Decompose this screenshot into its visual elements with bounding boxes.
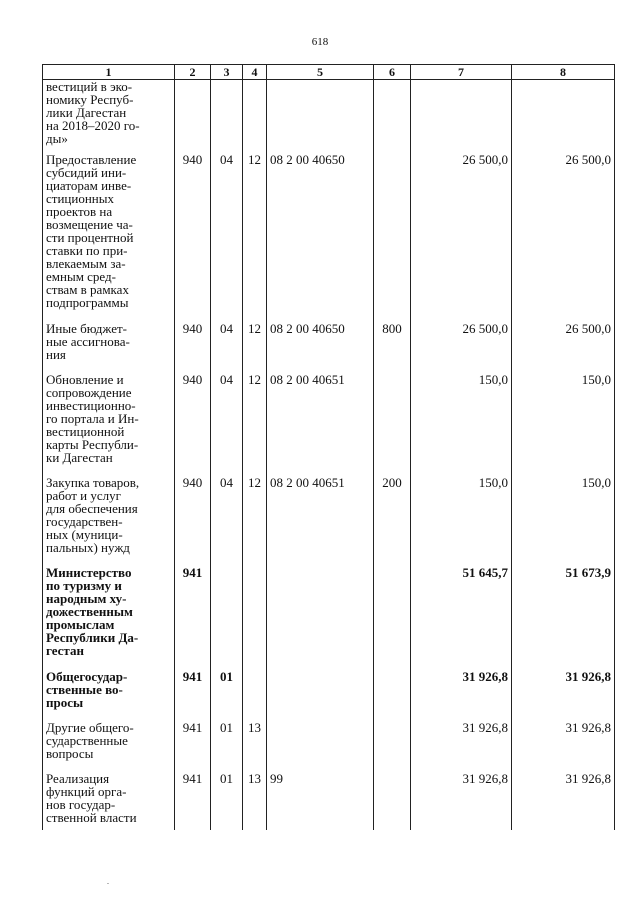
row-name-cell: Обновление и сопровождение инвестиционно- го портала и Ин- вестиционной карты Республи- ки Дагестан (43, 373, 175, 476)
target-article-cell (267, 721, 374, 772)
amount-2020-cell: 31 926,8 (512, 772, 615, 830)
amount-2020-cell: 26 500,0 (512, 322, 615, 373)
expense-type-cell (374, 772, 411, 830)
amount-2019-cell (411, 80, 512, 153)
expense-type-cell (374, 153, 411, 322)
row-name-cell: Реализация функций орга- нов государ- ственной власти (43, 772, 175, 830)
section-cell: 04 (211, 373, 243, 476)
amount-2020-cell: 150,0 (512, 373, 615, 476)
admin-code-cell: 940 (175, 476, 211, 566)
column-header: 3 (211, 65, 243, 80)
column-header: 7 (411, 65, 512, 80)
table-row (43, 322, 615, 373)
expense-type-cell: 800 (374, 322, 411, 373)
amount-2019-cell: 31 926,8 (411, 721, 512, 772)
subsection-cell: 13 (243, 772, 267, 830)
subsection-cell: 12 (243, 153, 267, 322)
amount-2020-cell: 31 926,8 (512, 721, 615, 772)
row-name-cell: Другие общего- сударственные вопросы (43, 721, 175, 772)
section-cell: 01 (211, 721, 243, 772)
target-article-cell: 08 2 00 40651 (267, 476, 374, 566)
scan-dots (0, 883, 640, 884)
amount-2019-cell: 26 500,0 (411, 153, 512, 322)
target-article-cell (267, 670, 374, 721)
section-cell: 01 (211, 670, 243, 721)
column-header: 1 (43, 65, 175, 80)
admin-code-cell (175, 80, 211, 153)
subsection-cell (243, 80, 267, 153)
admin-code-cell: 941 (175, 566, 211, 670)
subsection-cell: 13 (243, 721, 267, 772)
column-header: 4 (243, 65, 267, 80)
table-header-row (43, 65, 615, 80)
row-name-cell: Иные бюджет- ные ассигнова- ния (43, 322, 175, 373)
target-article-cell: 99 (267, 772, 374, 830)
amount-2020-cell (512, 80, 615, 153)
table-row (43, 772, 615, 830)
amount-2020-cell: 51 673,9 (512, 566, 615, 670)
target-article-cell (267, 80, 374, 153)
expense-type-cell (374, 721, 411, 772)
amount-2020-cell: 26 500,0 (512, 153, 615, 322)
target-article-cell: 08 2 00 40650 (267, 322, 374, 373)
row-name-cell: Министерство по туризму и народным ху- дожественным промыслам Республики Да- гестан (43, 566, 175, 670)
subsection-cell (243, 670, 267, 721)
subsection-cell: 12 (243, 476, 267, 566)
section-cell (211, 80, 243, 153)
row-name-cell: Закупка товаров, работ и услуг для обеспечения государствен- ных (муници- пальных) нужд (43, 476, 175, 566)
row-name-cell: вестиций в эко- номику Респуб- лики Дагестан на 2018–2020 го- ды» (43, 80, 175, 153)
subsection-cell: 12 (243, 322, 267, 373)
table-body (43, 80, 615, 830)
budget-table (42, 64, 615, 830)
target-article-cell: 08 2 00 40650 (267, 153, 374, 322)
table-row (43, 373, 615, 476)
expense-type-cell (374, 373, 411, 476)
table-row (43, 670, 615, 721)
expense-type-cell (374, 80, 411, 153)
section-cell: 01 (211, 772, 243, 830)
amount-2020-cell: 150,0 (512, 476, 615, 566)
section-cell: 04 (211, 153, 243, 322)
expense-type-cell: 200 (374, 476, 411, 566)
target-article-cell: 08 2 00 40651 (267, 373, 374, 476)
column-header: 8 (512, 65, 615, 80)
amount-2019-cell: 31 926,8 (411, 772, 512, 830)
admin-code-cell: 941 (175, 772, 211, 830)
amount-2019-cell: 150,0 (411, 476, 512, 566)
column-header: 5 (267, 65, 374, 80)
table-row (43, 153, 615, 322)
section-cell: 04 (211, 322, 243, 373)
page-number: 618 (311, 36, 329, 48)
amount-2019-cell: 31 926,8 (411, 670, 512, 721)
column-header: 2 (175, 65, 211, 80)
amount-2019-cell: 51 645,7 (411, 566, 512, 670)
admin-code-cell: 940 (175, 373, 211, 476)
table-row (43, 566, 615, 670)
admin-code-cell: 941 (175, 670, 211, 721)
admin-code-cell: 941 (175, 721, 211, 772)
section-cell (211, 566, 243, 670)
section-cell: 04 (211, 476, 243, 566)
column-header: 6 (374, 65, 411, 80)
admin-code-cell: 940 (175, 322, 211, 373)
expense-type-cell (374, 670, 411, 721)
subsection-cell (243, 566, 267, 670)
row-name-cell: Предоставление субсидий ини- циаторам инве- стиционных проектов на возмещение ча- сти процентной ставки по при- влекаемым за- емным сред- ствам в рамках подпрограммы (43, 153, 175, 322)
target-article-cell (267, 566, 374, 670)
expense-type-cell (374, 566, 411, 670)
amount-2019-cell: 26 500,0 (411, 322, 512, 373)
table-row (43, 721, 615, 772)
admin-code-cell: 940 (175, 153, 211, 322)
subsection-cell: 12 (243, 373, 267, 476)
table-row (43, 476, 615, 566)
amount-2020-cell: 31 926,8 (512, 670, 615, 721)
amount-2019-cell: 150,0 (411, 373, 512, 476)
table-row (43, 80, 615, 153)
row-name-cell: Общегосудар- ственные во- просы (43, 670, 175, 721)
